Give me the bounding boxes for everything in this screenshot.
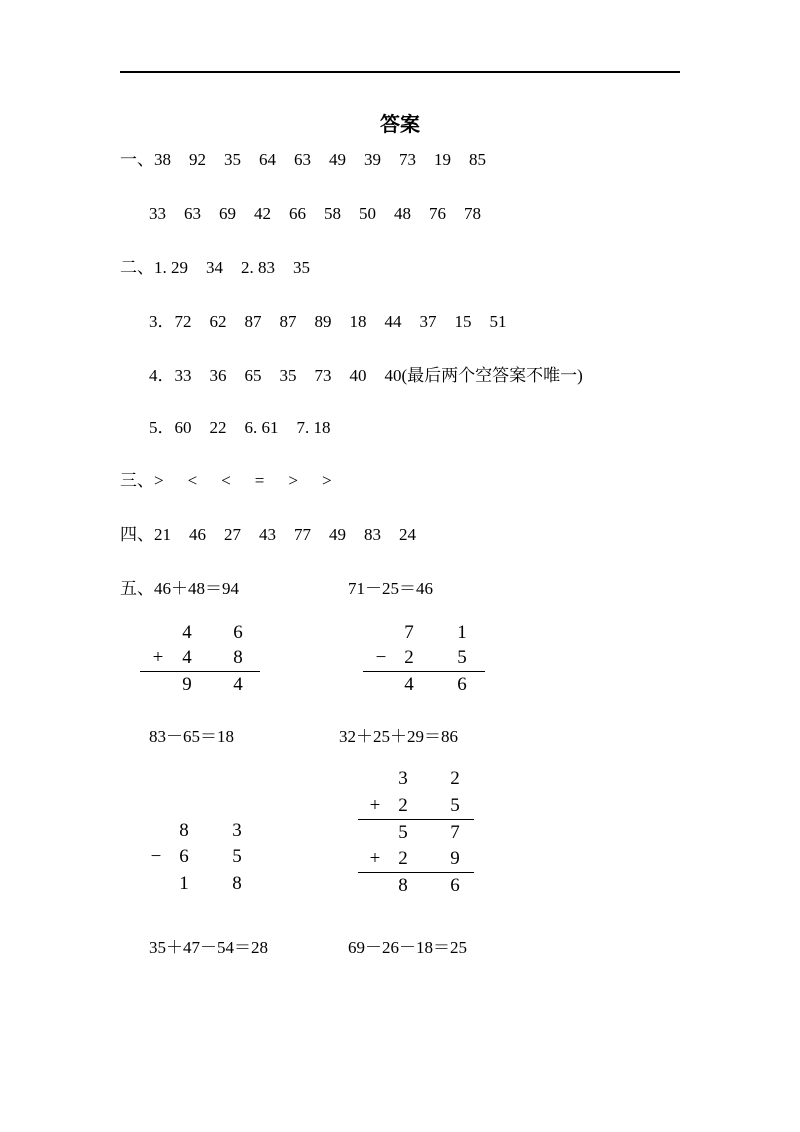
digit: 3 — [232, 820, 242, 841]
answer-item: 21 — [154, 525, 171, 544]
answer-item: 89 — [314, 312, 332, 331]
answer-item: 1. 29 — [154, 258, 188, 277]
answer-item: 33 — [149, 204, 166, 223]
digit: 8 — [179, 820, 189, 841]
answer-item: 64 — [259, 150, 276, 169]
calc-line — [140, 671, 260, 672]
vertical-calc-subtraction — [363, 621, 485, 701]
answer-item: 49 — [329, 525, 346, 544]
digit: 6 — [457, 674, 467, 695]
equation: 35＋47－54＝28 — [149, 938, 268, 957]
answer-item: 46 — [189, 525, 206, 544]
comparison-sign: < — [187, 471, 198, 490]
answer-item: 50 — [359, 204, 376, 223]
answer-item: 63 — [294, 150, 311, 169]
digit: 8 — [233, 647, 243, 668]
calc-line — [358, 872, 474, 873]
section3-label: 三、 — [120, 471, 154, 490]
answer-item: 44 — [384, 312, 402, 331]
vertical-calc-addition — [140, 621, 260, 701]
digit: 4 — [404, 674, 414, 695]
answer-item: 35 — [279, 366, 297, 385]
answer-item: 77 — [294, 525, 311, 544]
minus-sign: − — [375, 647, 387, 668]
answer-item: 37 — [419, 312, 437, 331]
calc-line — [358, 819, 474, 820]
digit: 6 — [450, 875, 460, 896]
section3-line — [120, 471, 332, 491]
answer-item: 7. 18 — [296, 418, 331, 437]
answer-item: 2. 83 — [241, 258, 275, 277]
digit: 6 — [179, 846, 189, 867]
comparison-sign: > — [288, 471, 298, 490]
digit: 8 — [232, 873, 242, 894]
digit: 6 — [233, 622, 243, 643]
section2-line3 — [149, 312, 507, 332]
answer-item: 39 — [364, 150, 381, 169]
digit: 4 — [182, 647, 192, 668]
comparison-sign: > — [321, 471, 332, 490]
digit: 3 — [398, 768, 408, 789]
answer-item: 42 — [254, 204, 271, 223]
answer-item: 40 — [349, 366, 367, 385]
digit: 1 — [457, 622, 467, 643]
section2-line5 — [149, 418, 331, 438]
answer-item: 27 — [224, 525, 241, 544]
digit: 8 — [398, 875, 408, 896]
answer-item: 24 — [399, 525, 416, 544]
section4-label: 四、 — [120, 525, 154, 544]
answer-item: 78 — [464, 204, 481, 223]
vertical-calc-continuous-addition — [358, 767, 474, 899]
plus-sign: + — [369, 848, 381, 869]
digit: 4 — [233, 674, 243, 695]
section2-line4 — [149, 366, 583, 386]
answer-item: 3．72 — [149, 312, 192, 331]
answer-item: 66 — [289, 204, 306, 223]
digit: 9 — [450, 848, 460, 869]
answer-item: 58 — [324, 204, 341, 223]
section1-label: 一、 — [120, 150, 154, 169]
section1-row1 — [120, 150, 486, 170]
plus-sign: + — [152, 647, 164, 668]
answer-item: 76 — [429, 204, 446, 223]
answer-item: 35 — [224, 150, 241, 169]
digit: 4 — [182, 622, 192, 643]
answer-item: 5．60 — [149, 418, 192, 437]
minus-sign: − — [150, 846, 162, 867]
answer-item: 69 — [219, 204, 236, 223]
answer-item: 4．33 — [149, 366, 192, 385]
section4-line — [120, 525, 416, 545]
answer-item: 87 — [244, 312, 262, 331]
answer-item: 43 — [259, 525, 276, 544]
answer-item: 85 — [469, 150, 486, 169]
section1-row2 — [149, 204, 481, 224]
answer-item: 92 — [189, 150, 206, 169]
answer-item: 48 — [394, 204, 411, 223]
plus-sign: + — [369, 795, 381, 816]
digit: 5 — [232, 846, 242, 867]
comparison-sign: > — [154, 471, 164, 490]
answer-item: 40(最后两个空答案不唯一) — [384, 366, 583, 385]
equation: 69－26－18＝25 — [348, 938, 467, 957]
answer-item: 22 — [209, 418, 227, 437]
answer-item: 73 — [399, 150, 416, 169]
answer-item: 83 — [364, 525, 381, 544]
digit: 5 — [457, 647, 467, 668]
answer-item: 51 — [489, 312, 507, 331]
answer-item: 34 — [206, 258, 223, 277]
answer-item: 87 — [279, 312, 297, 331]
calc-line — [363, 671, 485, 672]
answer-item: 38 — [154, 150, 171, 169]
equation: 71－25＝46 — [348, 579, 433, 598]
answer-item: 6. 61 — [244, 418, 279, 437]
answer-item: 73 — [314, 366, 332, 385]
header-rule — [120, 71, 680, 73]
section5-line1 — [120, 579, 239, 599]
vertical-calc-subtraction — [140, 819, 260, 899]
answer-item: 18 — [349, 312, 367, 331]
digit: 2 — [398, 795, 408, 816]
answer-item: 49 — [329, 150, 346, 169]
comparison-sign: = — [254, 471, 265, 490]
comparison-sign: < — [221, 471, 231, 490]
digit: 2 — [398, 848, 408, 869]
digit: 9 — [182, 674, 192, 695]
equation: 83－65＝18 — [149, 727, 234, 746]
digit: 1 — [179, 873, 189, 894]
section5-label: 五、 — [120, 579, 154, 598]
equation: 32＋25＋29＝86 — [339, 727, 458, 746]
digit: 7 — [450, 822, 460, 843]
page-title: 答案 — [380, 112, 420, 136]
digit: 2 — [450, 768, 460, 789]
answer-item: 65 — [244, 366, 262, 385]
equation: 46＋48＝94 — [154, 579, 239, 598]
answer-item: 15 — [454, 312, 472, 331]
answer-item: 62 — [209, 312, 227, 331]
answer-item: 35 — [293, 258, 310, 277]
section2-line1 — [120, 258, 310, 278]
digit: 5 — [398, 822, 408, 843]
digit: 5 — [450, 795, 460, 816]
section2-label: 二、 — [120, 258, 154, 277]
digit: 7 — [404, 622, 414, 643]
digit: 2 — [404, 647, 414, 668]
answer-item: 19 — [434, 150, 451, 169]
answer-item: 63 — [184, 204, 201, 223]
answer-item: 36 — [209, 366, 227, 385]
